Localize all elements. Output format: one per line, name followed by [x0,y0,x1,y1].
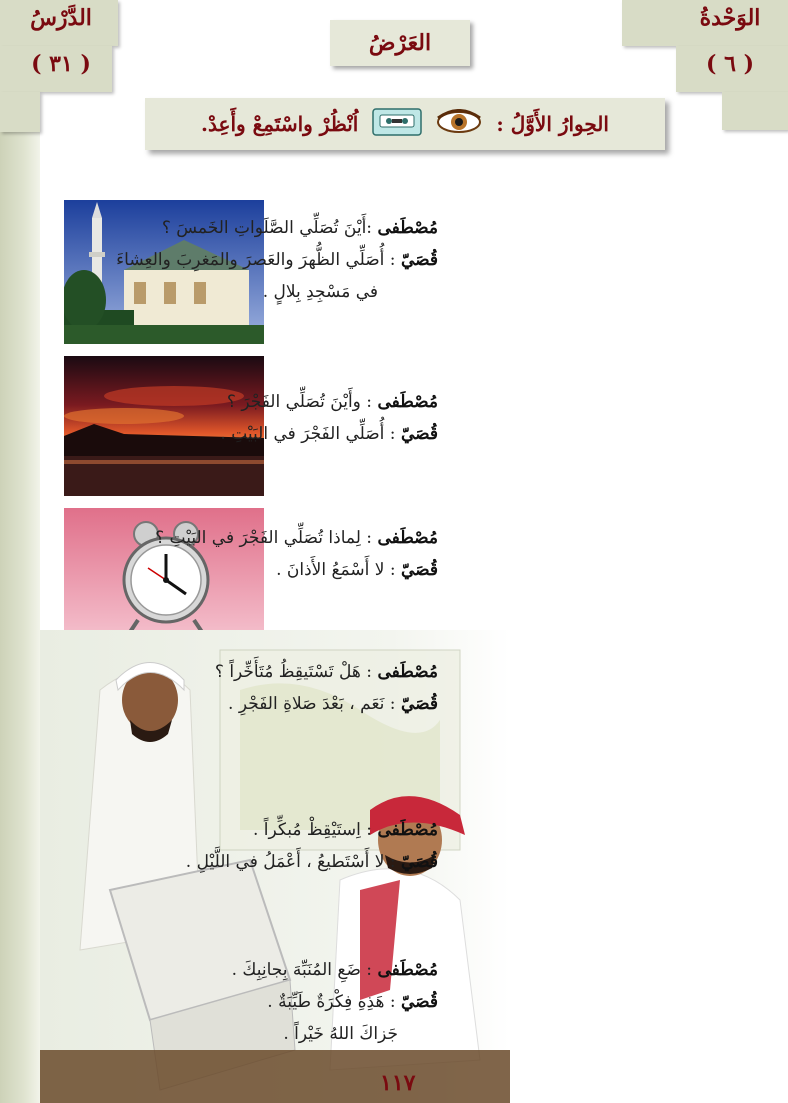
dialogue-block-6 [232,954,438,1050]
dialogue-line-continued: في مَسْجِدِ بِلالٍ . [262,282,378,302]
cassette-icon [372,107,422,141]
section-title-box [330,20,470,66]
dialogue-block-2 [220,386,438,450]
dialogue-line: قُصَيّ : لا أَسْمَعُ الأَذانَ . [276,560,438,580]
dialogue-block-4 [215,656,438,720]
unit-label: الوَحْدةُ [699,5,761,31]
dialogue-line: قُصَيّ : هَذِهِ فِكْرَةٌ طَيِّبَةٌ . [267,992,438,1012]
dialogue-block-5 [186,814,438,878]
dialogue-block-1 [116,212,438,308]
section-title: العَرْضُ [368,30,432,56]
dialogue-line: قُصَيّ : أُصَلِّي الفَجْرَ في البَيْتِ . [220,424,438,444]
dialogue-label: الحِوارُ الأَوَّلُ : [496,112,609,136]
dialogue-line: مُصْطَفى : وأَيْنَ تُصَلِّي الفَجْرَ ؟ [226,392,438,412]
dialogue-line: مُصْطَفى : هَلْ تَسْتَيقِظُ مُتَأَخِّراً ؟ [214,662,438,682]
dialogue-line: قُصَيّ : لا أَسْتَطيعُ ، أَعْمَلُ في اللَّيْلِ . [185,852,438,872]
instruction-bar [145,98,665,150]
unit-number: ( ٦ ) [706,51,754,77]
dialogue-line: قُصَيّ : نَعَم ، بَعْدَ صَلاةِ الفَجْرِ . [228,694,438,714]
dialogue-line: قُصَيّ : أُصَلِّي الظُّهرَ والعَصرَ والمَغرِبَ والعِشاءَ [116,250,438,270]
page-number: ١١٧ [380,1070,416,1096]
dialogue-line-continued: جَزاكَ اللهُ خَيْراً . [283,1024,398,1044]
dialogue-line: مُصْطَفى : ضَعِ المُنَبِّهَ بِجانِبِكَ . [231,960,438,980]
dialogue-line: مُصْطَفى :أَيْنَ تُصَلِّي الصَّلَواتِ الخَمسَ ؟ [161,218,438,238]
dialogue-line: مُصْطَفى : اِستَيْقِظْ مُبكِّراً . [252,820,438,840]
instruction-text: اُنْظُرْ واسْتَمِعْ وأَعِدْ. [201,112,359,136]
dialogue-block-3 [155,522,438,586]
page-margin-strip [0,0,40,1103]
eye-icon [436,109,482,139]
dialogue-line: مُصْطَفى : لِماذا تُصَلِّي الفَجْرَ في البَيْتِ ؟ [155,528,438,548]
lesson-label: الدَّرْسُ [30,5,92,31]
lesson-number: ( ٣١ ) [31,51,91,77]
